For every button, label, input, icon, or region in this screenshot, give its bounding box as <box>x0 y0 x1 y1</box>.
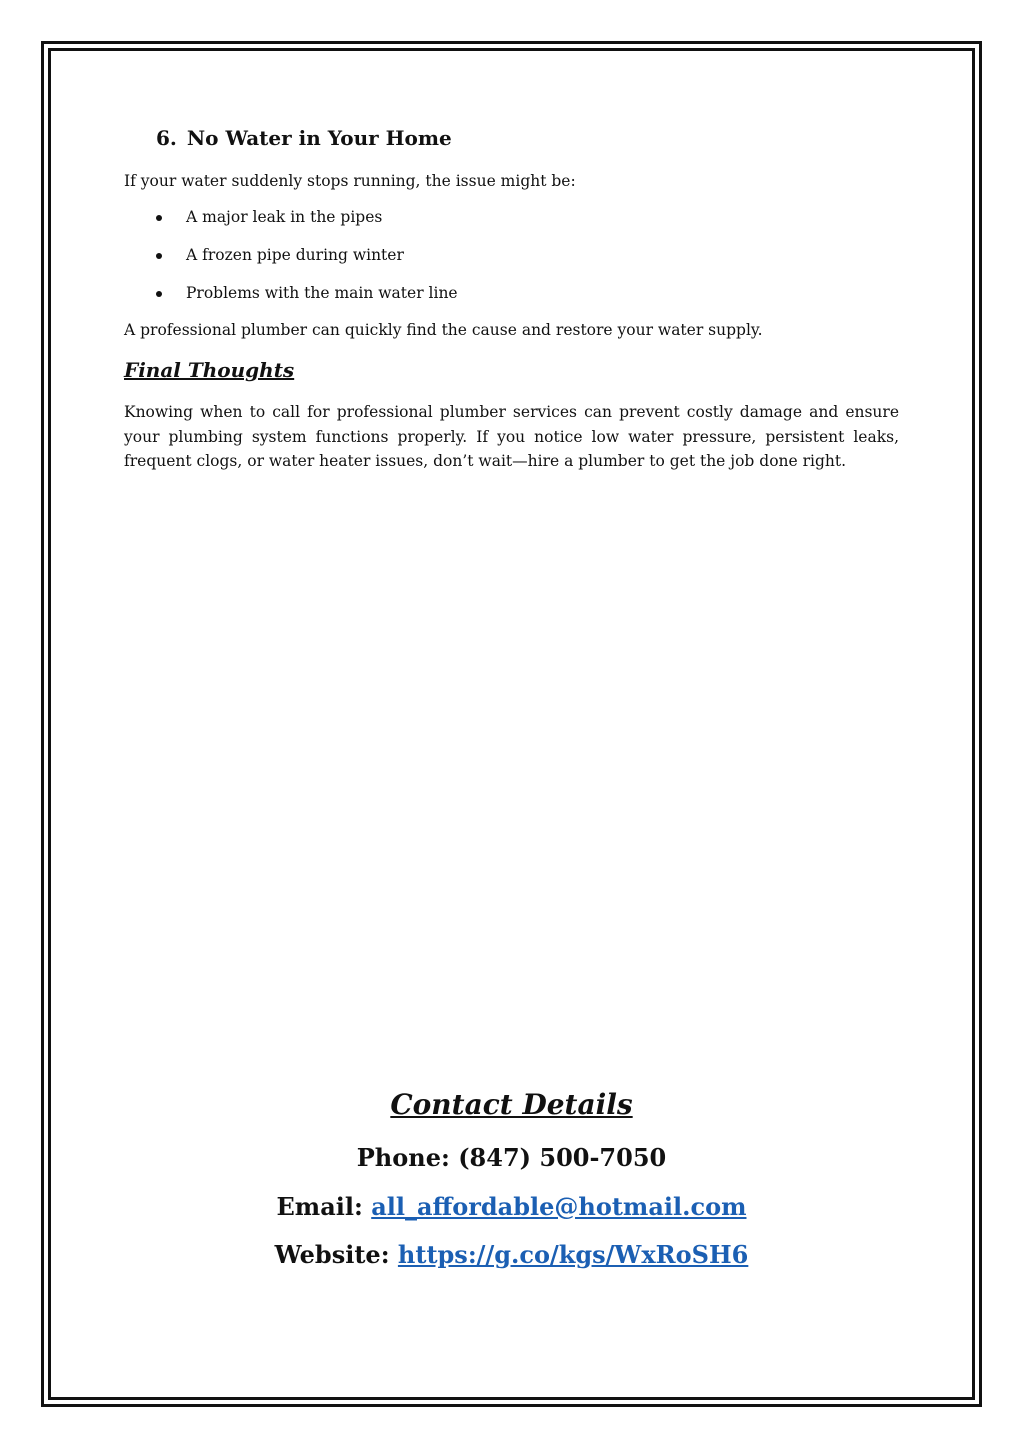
list-item-text: A major leak in the pipes <box>186 208 383 226</box>
bullet-icon <box>156 253 162 259</box>
final-thoughts-paragraph: Knowing when to call for professional plumber services can prevent costly damage and ensure your plumbing system functions properly. If you notice low water pressure, persistent leaks, frequent clogs, or water heater issues, don’t wait—hire a plumber to get the job done right. <box>124 403 899 470</box>
website-label: Website: <box>274 1240 390 1269</box>
phone-value: (847) 500-7050 <box>458 1143 667 1172</box>
bullet-icon <box>156 291 162 297</box>
section-closing: A professional plumber can quickly find the cause and restore your water supply. <box>124 321 763 339</box>
contact-website <box>0 1240 1023 1269</box>
bullet-icon <box>156 215 162 221</box>
contact-title: Contact Details <box>390 1088 633 1121</box>
final-thoughts-heading: Final Thoughts <box>124 358 295 382</box>
email-label: Email: <box>276 1192 363 1221</box>
phone-label: Phone: <box>356 1143 450 1172</box>
list-item-text: Problems with the main water line <box>186 284 458 302</box>
email-link[interactable]: all_affordable@hotmail.com <box>371 1192 747 1221</box>
section-intro: If your water suddenly stops running, the issue might be: <box>124 172 576 190</box>
contact-phone <box>0 1143 1023 1172</box>
website-link[interactable]: https://g.co/kgs/WxRoSH6 <box>397 1240 749 1269</box>
section-title: No Water in Your Home <box>186 126 452 150</box>
contact-email <box>0 1192 1023 1221</box>
section-number: 6. <box>156 126 177 150</box>
section-heading <box>156 126 452 150</box>
list-item-text: A frozen pipe during winter <box>186 246 404 264</box>
